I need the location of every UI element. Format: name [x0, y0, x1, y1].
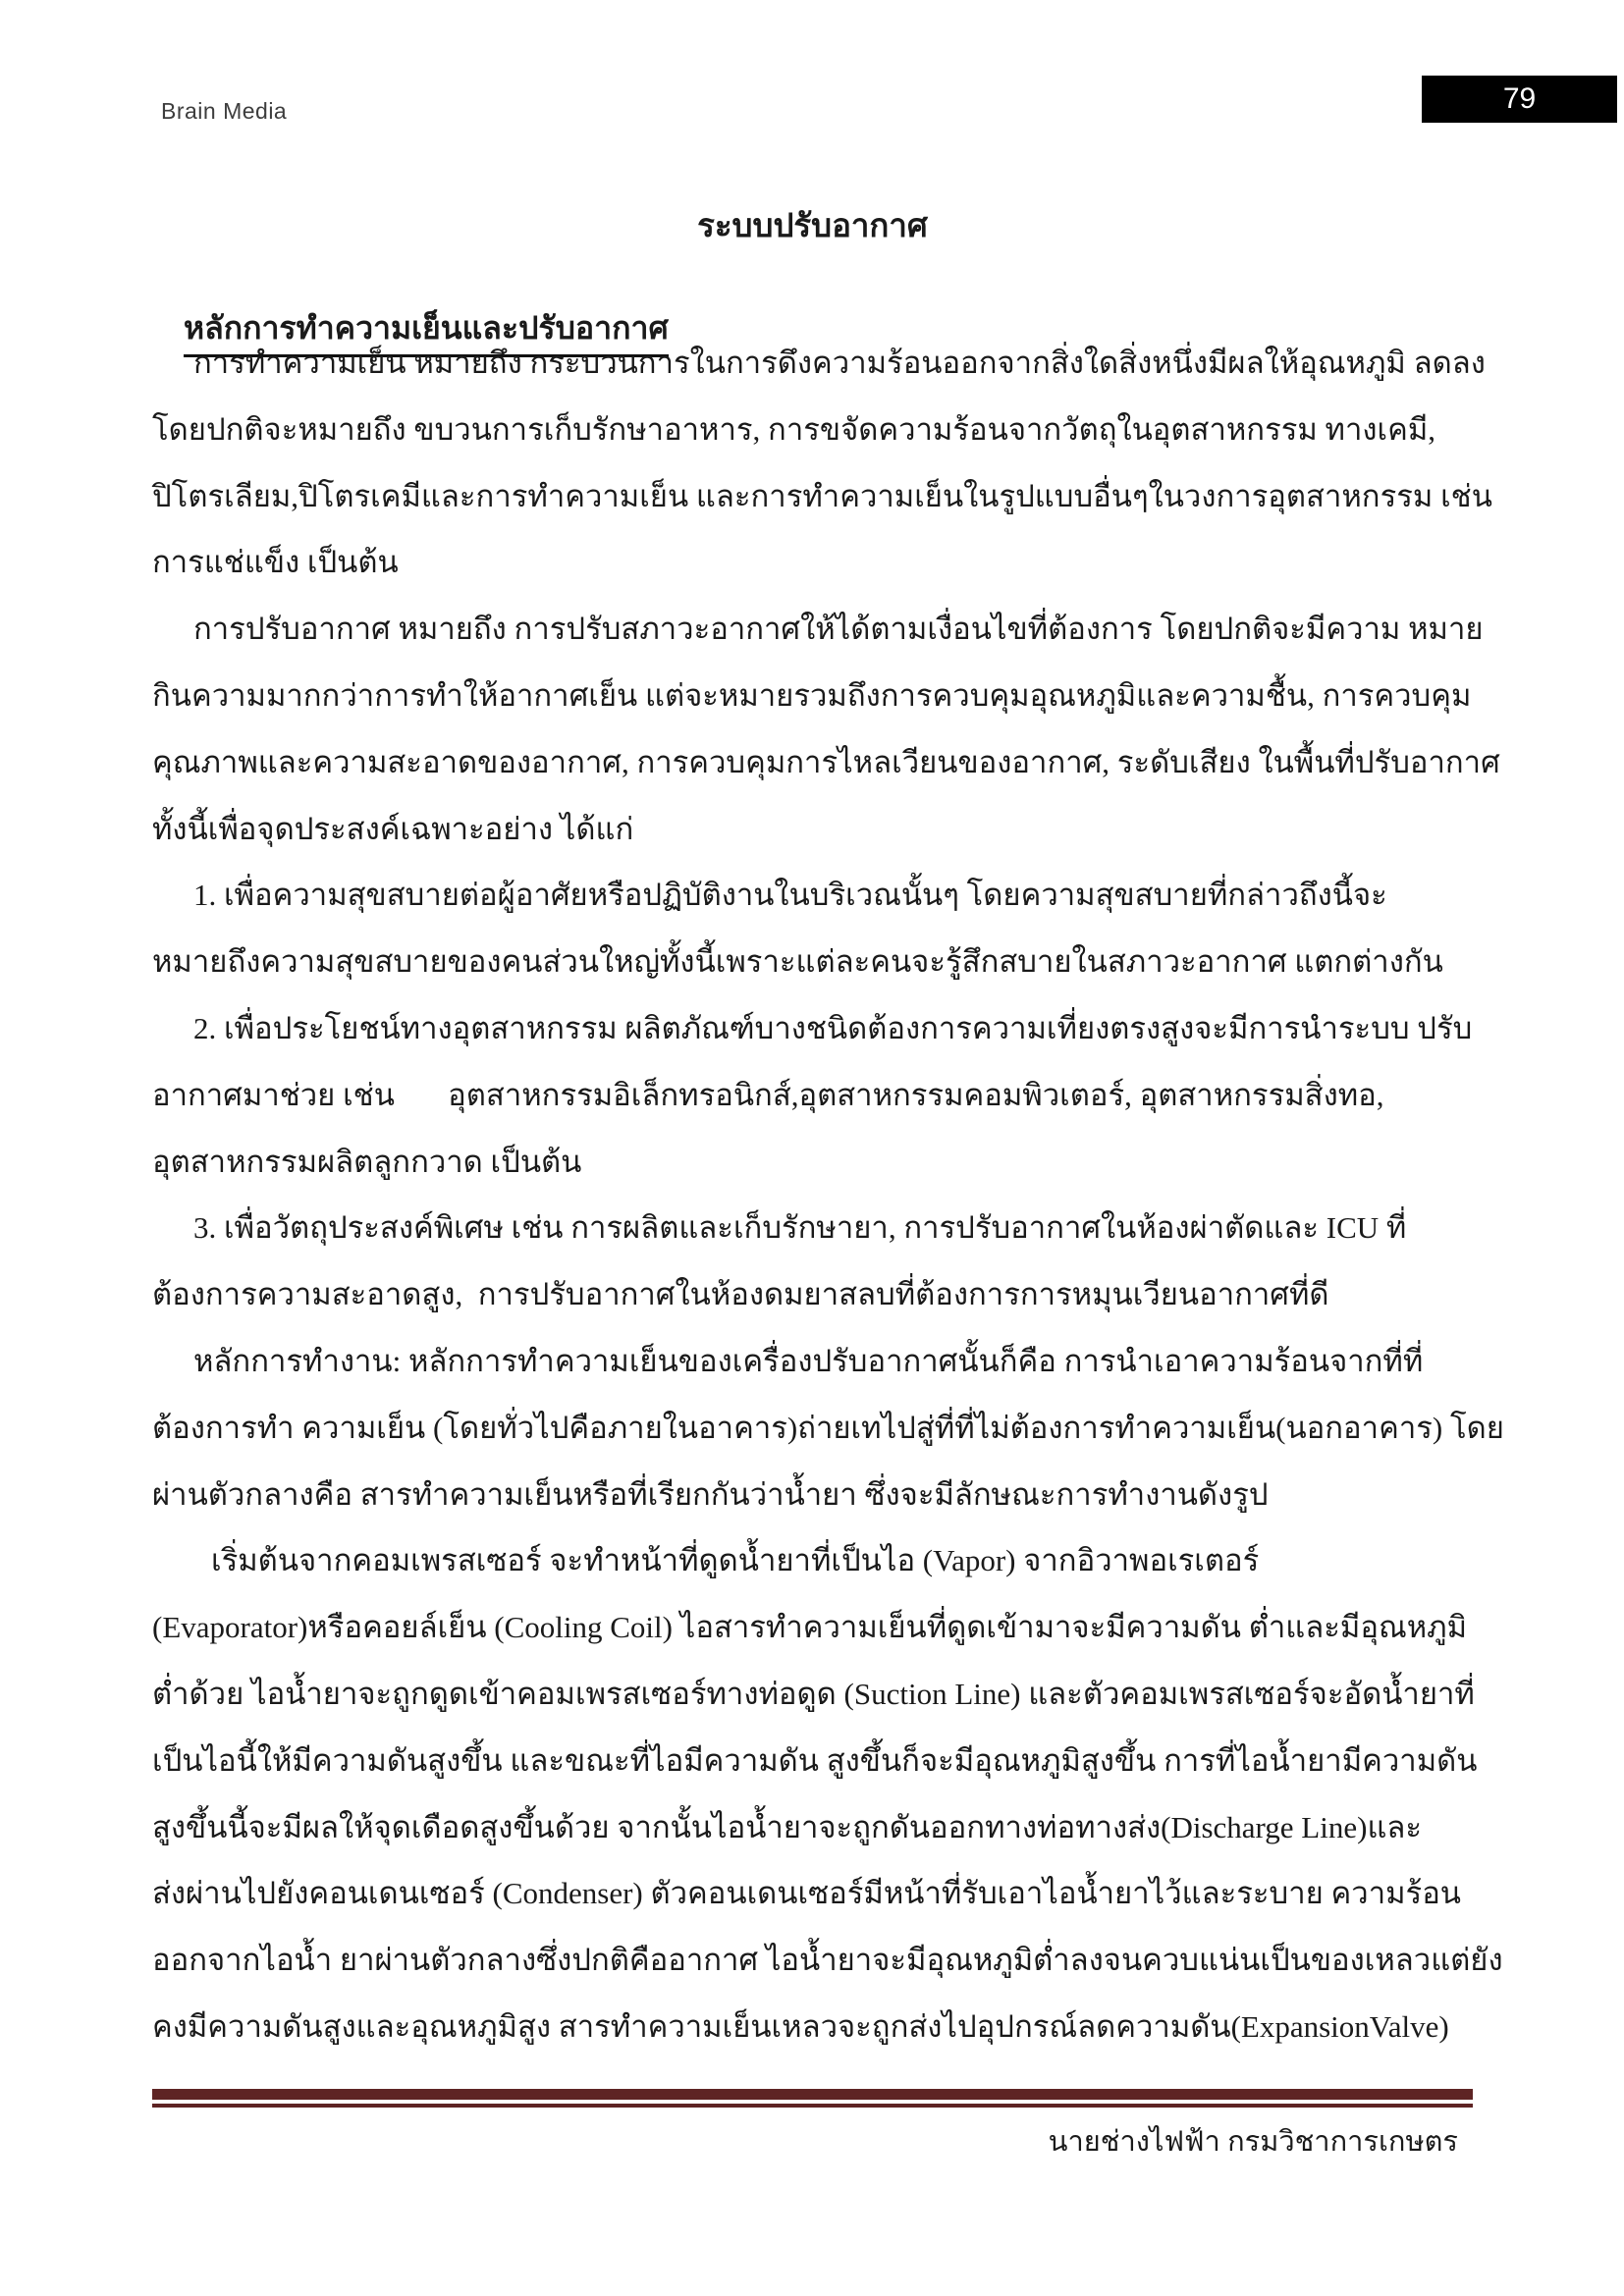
footer-rule-thin [152, 2104, 1473, 2108]
text-line: การทำความเย็น หมายถึง กระบวนการในการดึงความร้อนออกจากสิ่งใดสิ่งหนึ่งมีผลให้อุณหภูมิ ลดลง [193, 346, 1486, 380]
text-line: ผ่านตัวกลางคือ สารทำความเย็นหรือที่เรียกกันว่าน้ำยา ซึ่งจะมีลักษณะการทำงานดังรูป [152, 1476, 1269, 1512]
text-line: (Evaporator)หรือคอยล์เย็น (Cooling Coil) ไอสารทำความเย็นที่ดูดเข้ามาจะมีความดัน ต่ำและมีอุณหภูมิ [152, 1610, 1468, 1645]
text-line: ต่ำด้วย ไอน้ำยาจะถูกดูดเข้าคอมเพรสเซอร์ทางท่อดูด (Suction Line) และตัวคอมเพรสเซอร์จะอัดน้ำยาที่ [152, 1676, 1475, 1711]
footer-rule-thick [152, 2089, 1473, 2100]
text-line: 3. เพื่อวัตถุประสงค์พิเศษ เช่น การผลิตและเก็บรักษายา, การปรับอากาศในห้องผ่าตัดและ ICU ที่ [193, 1210, 1407, 1246]
text-line: 1. เพื่อความสุขสบายต่อผู้อาศัยหรือปฏิบัติงานในบริเวณนั้นๆ โดยความสุขสบายที่กล่าวถึงนี้จะ [193, 878, 1387, 913]
text-line: คงมีความดันสูงและอุณหภูมิสูง สารทำความเย็นเหลวจะถูกส่งไปอุปกรณ์ลดความดัน(ExpansionValve) [152, 2008, 1449, 2044]
text-line: ทั้งนี้เพื่อจุดประสงค์เฉพาะอย่าง ได้แก่ [152, 811, 634, 846]
text-line: เริ่มต้นจากคอมเพรสเซอร์ จะทำหน้าที่ดูดน้ำยาที่เป็นไอ (Vapor) จากอิวาพอเรเตอร์ [211, 1543, 1260, 1578]
text-line: กินความมากกว่าการทำให้อากาศเย็น แต่จะหมายรวมถึงการควบคุมอุณหภูมิและความชื้น, การควบคุม [152, 677, 1472, 713]
text-line: การแช่แข็ง เป็นต้น [152, 545, 399, 580]
text-line: ออกจากไอน้ำ ยาผ่านตัวกลางซึ่งปกติคืออากาศ ไอน้ำยาจะมีอุณหภูมิต่ำลงจนควบแน่นเป็นของเหลวแต่ยัง [152, 1943, 1503, 1978]
page-number: 79 [1502, 82, 1537, 115]
text-line: การปรับอากาศ หมายถึง การปรับสภาวะอากาศให้ได้ตามเงื่อนไขที่ต้องการ โดยปกติจะมีความ หมาย [193, 612, 1484, 647]
text-line: โดยปกติจะหมายถึง ขบวนการเก็บรักษาอาหาร, การขจัดความร้อนจากวัตถุในอุตสาหกรรม ทางเคมี, [152, 411, 1436, 447]
text-line: คุณภาพและความสะอาดของอากาศ, การควบคุมการไหลเวียนของอากาศ, ระดับเสียง ในพื้นที่ปรับอากาศ [152, 744, 1500, 779]
footer-credit: นายช่างไฟฟ้า กรมวิชาการเกษตร [1048, 2126, 1458, 2158]
body-text [152, 330, 1504, 2060]
text-line: ต้องการความสะอาดสูง, การปรับอากาศในห้องดมยาสลบที่ต้องการการหมุนเวียนอากาศที่ดี [152, 1277, 1329, 1312]
section-heading-text: หลักการทำความเย็นและปรับอากาศ [184, 303, 669, 357]
page-title: ระบบปรับอากาศ [697, 209, 928, 244]
text-line: ปิโตรเลียม,ปิโตรเคมีและการทำความเย็น และการทำความเย็นในรูปแบบอื่นๆในวงการอุตสาหกรรม เช่น [152, 478, 1492, 513]
text-line: 2. เพื่อประโยชน์ทางอุตสาหกรรม ผลิตภัณฑ์บางชนิดต้องการความเที่ยงตรงสูงจะมีการนำระบบ ปรับ [193, 1010, 1473, 1045]
text-line: อุตสาหกรรมผลิตลูกกวาด เป็นต้น [152, 1144, 582, 1179]
text-line: เป็นไอนี้ให้มีความดันสูงขึ้น และขณะที่ไอมีความดัน สูงขึ้นก็จะมีอุณหภูมิสูงขึ้น การที่ไอน้ำยามีความดัน [152, 1742, 1478, 1778]
text-line: ส่งผ่านไปยังคอนเดนเซอร์ (Condenser) ตัวคอนเดนเซอร์มีหน้าที่รับเอาไอน้ำยาไว้และระบาย ความร้อน [152, 1876, 1461, 1911]
text-line: หมายถึงความสุขสบายของคนส่วนใหญ่ทั้งนี้เพราะแต่ละคนจะรู้สึกสบายในสภาวะอากาศ แตกต่างกัน [152, 944, 1443, 980]
text-line: สูงขึ้นนี้จะมีผลให้จุดเดือดสูงขึ้นด้วย จากนั้นไอน้ำยาจะถูกดันออกทางท่อทางส่ง(Discharge Line)และ [152, 1809, 1423, 1844]
page-number-badge [1422, 76, 1617, 123]
text-line: หลักการทำงาน: หลักการทำความเย็นของเครื่องปรับอากาศนั้นก็คือ การนำเอาความร้อนจากที่ที่ [193, 1343, 1424, 1378]
text-line: ต้องการทำ ความเย็น (โดยทั่วไปคือภายในอาคาร)ถ่ายเทไปสู่ที่ที่ไม่ต้องการทำความเย็น(นอกอาคาร) โดย [152, 1410, 1504, 1445]
brand-label: Brain Media [161, 98, 288, 124]
text-line: อากาศมาช่วย เช่น อุตสาหกรรมอิเล็กทรอนิกส์,อุตสาหกรรมคอมพิวเตอร์, อุตสาหกรรมสิ่งทอ, [152, 1077, 1384, 1112]
